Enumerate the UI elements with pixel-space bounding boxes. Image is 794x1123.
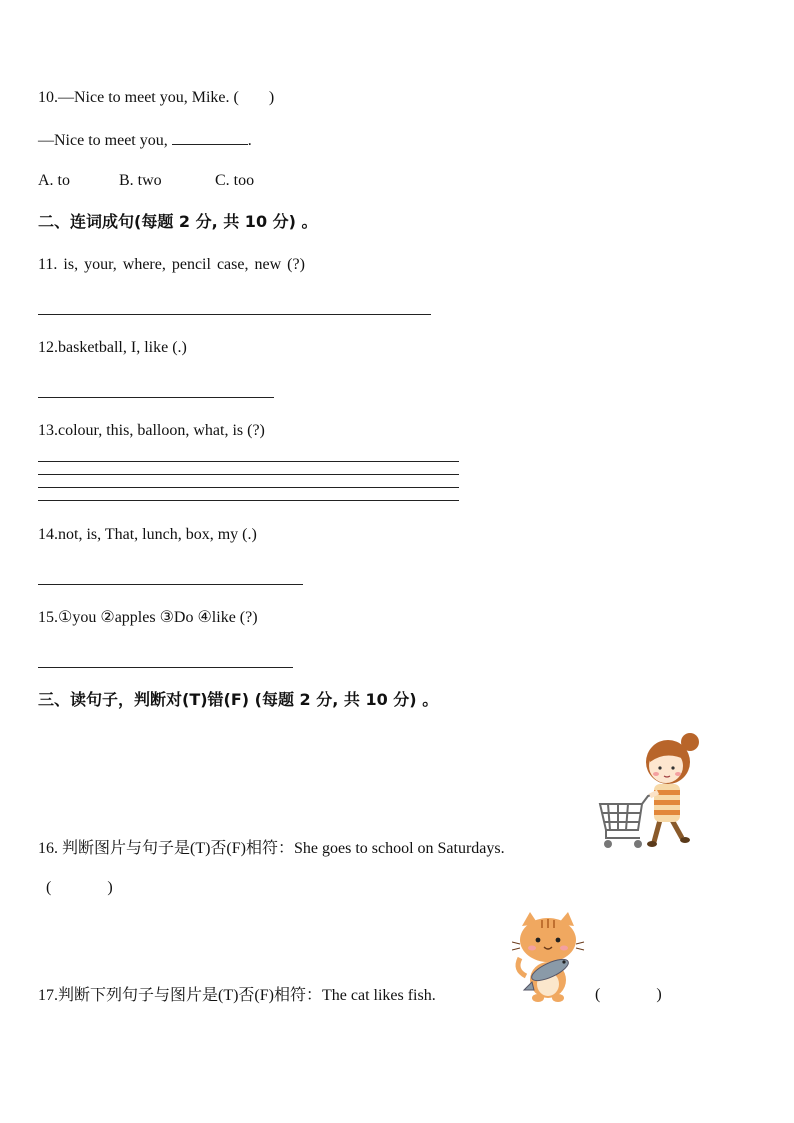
q11-answer-line[interactable] — [38, 314, 431, 315]
q14-answer-line[interactable] — [38, 584, 303, 585]
q17-paren-close: ) — [656, 986, 662, 1003]
q12-answer-line[interactable] — [38, 397, 274, 398]
q11-text: 11. is, your, where, pencil case, new (?) — [38, 256, 305, 273]
q14-text: 14.not, is, That, lunch, box, my (.) — [38, 526, 257, 543]
q16-paren-close: ) — [107, 879, 113, 896]
shopping-cart-icon — [600, 794, 654, 838]
q17-text: 17.判断下列句子与图片是(T)否(F)相符：The cat likes fish. — [38, 987, 436, 1004]
q13-writing-line-1[interactable] — [38, 461, 459, 462]
section2-heading: 二、连词成句(每题 2 分, 共 10 分) 。 — [38, 212, 318, 231]
q10-reply-end: . — [247, 132, 252, 149]
girl-shopping-cart-illustration — [594, 728, 706, 854]
q10-fill-blank[interactable] — [172, 130, 248, 145]
q10-answer-paren-close: ) — [268, 89, 275, 106]
section3-heading: 三、读句子，判断对(T)错(F) (每题 2 分, 共 10 分) 。 — [38, 690, 439, 709]
q10-reply-start: —Nice to meet you, — [38, 132, 172, 149]
q10-option-a: A. to — [38, 172, 70, 189]
q13-writing-line-2[interactable] — [38, 474, 459, 475]
q17-paren-open: ( — [595, 986, 601, 1003]
q10-option-b: B. two — [119, 172, 162, 189]
q10-reply-line — [38, 130, 252, 151]
q15-answer-line[interactable] — [38, 667, 293, 668]
q10-option-c: C. too — [215, 172, 255, 189]
q16-answer-paren[interactable] — [46, 878, 113, 898]
q17-answer-paren[interactable] — [595, 985, 662, 1005]
q13-text: 13.colour, this, balloon, what, is (?) — [38, 422, 265, 439]
q16-paren-open: ( — [46, 879, 52, 896]
q10-prompt-line — [38, 88, 274, 108]
q13-writing-line-3[interactable] — [38, 487, 459, 488]
q16-text: 16. 判断图片与句子是(T)否(F)相符：She goes to school on Saturdays. — [38, 840, 505, 857]
q10-prompt: 10.—Nice to meet you, Mike. ( — [38, 89, 239, 106]
q13-writing-line-4[interactable] — [38, 500, 459, 501]
q15-text: 15.①you ②apples ③Do ④like (?) — [38, 609, 258, 626]
q10-options — [38, 171, 254, 191]
cat-with-fish-illustration — [512, 910, 588, 1004]
q12-text: 12.basketball, I, like (.) — [38, 339, 187, 356]
